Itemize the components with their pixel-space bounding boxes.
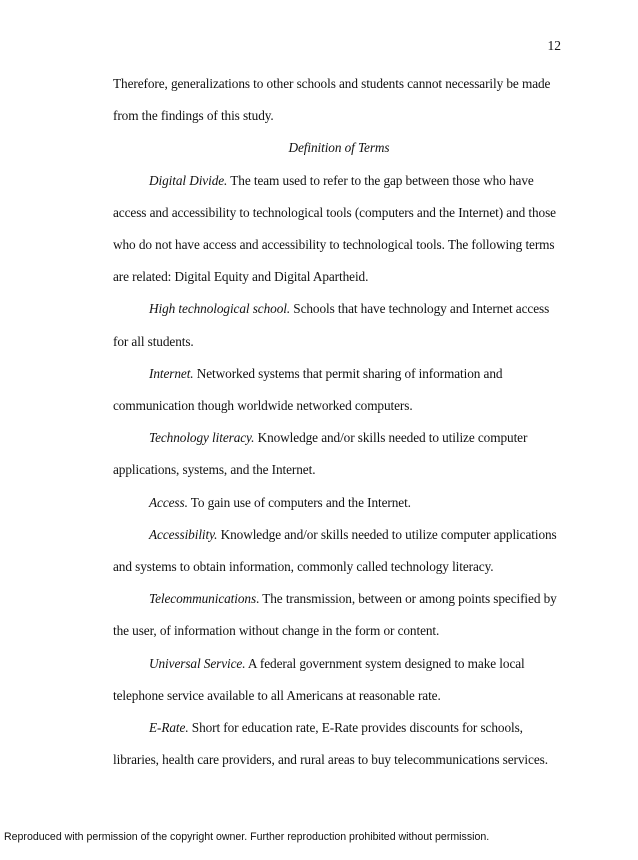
- term-label: High technological school.: [149, 301, 291, 317]
- definition-universal-service: [113, 648, 565, 712]
- term-definition: A federal government system designed to make local telephone service available to all Americans at reasonable rate.: [113, 655, 525, 703]
- term-label: Access.: [149, 494, 188, 510]
- term-definition: Knowledge and/or skills needed to utilize computer applications, systems, and the Internet.: [113, 430, 528, 478]
- term-label: Accessibility.: [149, 526, 218, 542]
- term-definition: To gain use of computers and the Internet.: [187, 494, 411, 510]
- term-definition: . The transmission, between or among points specified by the user, of information without change in the form or content.: [113, 591, 557, 639]
- term-definition: Schools that have technology and Internet access for all students.: [113, 301, 550, 349]
- term-definition: Networked systems that permit sharing of information and communication though worldwide networked computers.: [113, 365, 503, 414]
- definition-digital-divide: [113, 165, 565, 294]
- document-body: [113, 68, 565, 776]
- term-label: Technology literacy.: [149, 430, 255, 446]
- term-label: Digital Divide.: [149, 172, 228, 188]
- definition-access: [113, 487, 565, 519]
- term-definition: Short for education rate, E-Rate provides discounts for schools, libraries, health care providers, and rural areas to buy telecommunications services.: [113, 720, 548, 768]
- section-heading: Definition of Terms: [288, 140, 390, 156]
- term-definition: The team used to refer to the gap between those who have access and accessibility to technological tools (computers and the Internet) and those who do not have access and accessibility to technological tools. The following terms are related: Digital Equity and Digital Apartheid.: [113, 172, 556, 285]
- copyright-notice: Reproduced with permission of the copyright owner. Further reproduction prohibited without permission.: [4, 831, 490, 843]
- intro-paragraph: Therefore, generalizations to other schools and students cannot necessarily be made from the findings of this study.: [113, 76, 551, 124]
- definition-telecommunications: [113, 583, 565, 647]
- page-number: 12: [547, 38, 561, 53]
- term-label: Telecommunications: [149, 591, 257, 607]
- term-label: Internet.: [149, 365, 194, 381]
- definition-internet: [113, 358, 565, 422]
- definition-accessibility: [113, 519, 565, 583]
- term-label: E-Rate.: [149, 720, 189, 736]
- definition-technology-literacy: [113, 422, 565, 486]
- term-label: Universal Service.: [149, 655, 246, 671]
- definition-high-technological-school: [113, 293, 565, 357]
- definition-e-rate: [113, 712, 565, 776]
- term-definition: Knowledge and/or skills needed to utilize computer applications and systems to obtain information, commonly called technology literacy.: [113, 526, 557, 575]
